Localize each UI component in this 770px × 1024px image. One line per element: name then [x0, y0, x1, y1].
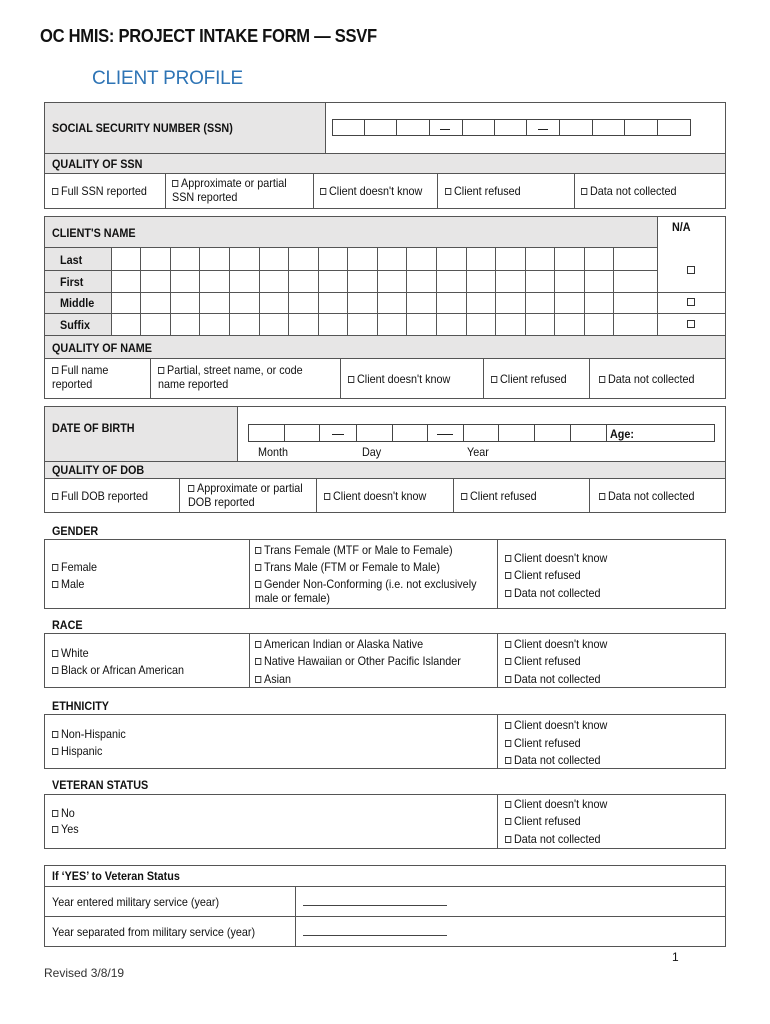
dob-option-partial[interactable]: Approximate or partial DOB reported — [188, 481, 303, 509]
dob-year-label: Year — [467, 445, 489, 459]
year-entered-label: Year entered military service (year) — [52, 895, 220, 909]
ssn-option-partial[interactable]: Approximate or partial SSN reported — [172, 176, 287, 204]
race-label: RACE — [52, 618, 83, 632]
name-field-suffix: Suffix — [60, 318, 91, 332]
veteran-option-not-collected[interactable]: Data not collected — [505, 832, 600, 846]
gender-option-non-conforming[interactable]: Gender Non-Conforming (i.e. not exclusively male or female) — [255, 577, 477, 605]
veteran-followup-label: If ‘YES’ to Veteran Status — [52, 869, 180, 883]
name-label: CLIENT'S NAME — [52, 226, 136, 240]
race-option-asian[interactable]: Asian — [255, 672, 291, 686]
ssn-label: SOCIAL SECURITY NUMBER (SSN) — [52, 121, 233, 135]
gender-option-female[interactable]: Female — [52, 560, 97, 574]
page-number: 1 — [672, 950, 679, 964]
dob-option-not-collected[interactable]: Data not collected — [599, 489, 694, 503]
dob-day-label: Day — [362, 445, 382, 459]
gender-option-refused[interactable]: Client refused — [505, 568, 581, 582]
ethnicity-option-not-collected[interactable]: Data not collected — [505, 753, 600, 767]
gender-option-trans-male[interactable]: Trans Male (FTM or Female to Male) — [255, 560, 440, 574]
ssn-option-full[interactable]: Full SSN reported — [52, 184, 147, 198]
year-separated-input[interactable] — [303, 935, 447, 936]
document-title: OC HMIS: PROJECT INTAKE FORM — SSVF — [40, 26, 377, 46]
na-checkbox-last-first[interactable] — [687, 266, 695, 274]
veteran-option-no[interactable]: No — [52, 806, 75, 820]
na-checkbox-middle[interactable] — [687, 298, 695, 306]
gender-option-trans-female[interactable]: Trans Female (MTF or Male to Female) — [255, 543, 453, 557]
name-option-doesnt-know[interactable]: Client doesn't know — [348, 372, 450, 386]
gender-label: GENDER — [52, 524, 99, 538]
dob-option-refused[interactable]: Client refused — [461, 489, 537, 503]
dob-month-label: Month — [258, 445, 289, 459]
year-separated-label: Year separated from military service (year) — [52, 925, 256, 939]
race-option-native-hawaiian[interactable]: Native Hawaiian or Other Pacific Islander — [255, 654, 461, 668]
ssn-option-doesnt-know[interactable]: Client doesn't know — [320, 184, 422, 198]
race-option-american-indian[interactable]: American Indian or Alaska Native — [255, 637, 423, 651]
ssn-option-refused[interactable]: Client refused — [445, 184, 521, 198]
name-option-partial[interactable]: Partial, street name, or code name reported — [158, 363, 303, 391]
race-option-refused[interactable]: Client refused — [505, 654, 581, 668]
name-option-refused[interactable]: Client refused — [491, 372, 567, 386]
veteran-option-refused[interactable]: Client refused — [505, 814, 581, 828]
gender-option-male[interactable]: Male — [52, 577, 84, 591]
name-field-middle: Middle — [60, 296, 95, 310]
dob-quality-label: QUALITY OF DOB — [52, 463, 145, 477]
race-option-white[interactable]: White — [52, 646, 89, 660]
dob-option-doesnt-know[interactable]: Client doesn't know — [324, 489, 426, 503]
ethnicity-option-non-hispanic[interactable]: Non-Hispanic — [52, 727, 126, 741]
name-field-first: First — [60, 275, 84, 289]
ethnicity-option-doesnt-know[interactable]: Client doesn't know — [505, 718, 607, 732]
veteran-option-doesnt-know[interactable]: Client doesn't know — [505, 797, 607, 811]
ssn-option-not-collected[interactable]: Data not collected — [581, 184, 676, 198]
name-option-not-collected[interactable]: Data not collected — [599, 372, 694, 386]
ethnicity-option-hispanic[interactable]: Hispanic — [52, 744, 102, 758]
dob-age-label: Age: — [610, 427, 635, 441]
name-option-full[interactable]: Full name reported — [52, 363, 109, 391]
ssn-quality-label: QUALITY OF SSN — [52, 157, 143, 171]
veteran-option-yes[interactable]: Yes — [52, 822, 79, 836]
dob-option-full[interactable]: Full DOB reported — [52, 489, 148, 503]
section-title: CLIENT PROFILE — [92, 68, 243, 89]
race-option-black[interactable]: Black or African American — [52, 663, 184, 677]
veteran-label: VETERAN STATUS — [52, 778, 149, 792]
name-field-last: Last — [60, 253, 83, 267]
year-entered-input[interactable] — [303, 905, 447, 906]
ethnicity-label: ETHNICITY — [52, 699, 110, 713]
name-na-label: N/A — [672, 220, 691, 234]
gender-option-doesnt-know[interactable]: Client doesn't know — [505, 551, 607, 565]
race-option-doesnt-know[interactable]: Client doesn't know — [505, 637, 607, 651]
race-option-not-collected[interactable]: Data not collected — [505, 672, 600, 686]
revised-date: Revised 3/8/19 — [44, 966, 125, 980]
na-checkbox-suffix[interactable] — [687, 320, 695, 328]
gender-option-not-collected[interactable]: Data not collected — [505, 586, 600, 600]
name-quality-label: QUALITY OF NAME — [52, 341, 153, 355]
dob-label: DATE OF BIRTH — [52, 421, 135, 435]
ethnicity-option-refused[interactable]: Client refused — [505, 736, 581, 750]
